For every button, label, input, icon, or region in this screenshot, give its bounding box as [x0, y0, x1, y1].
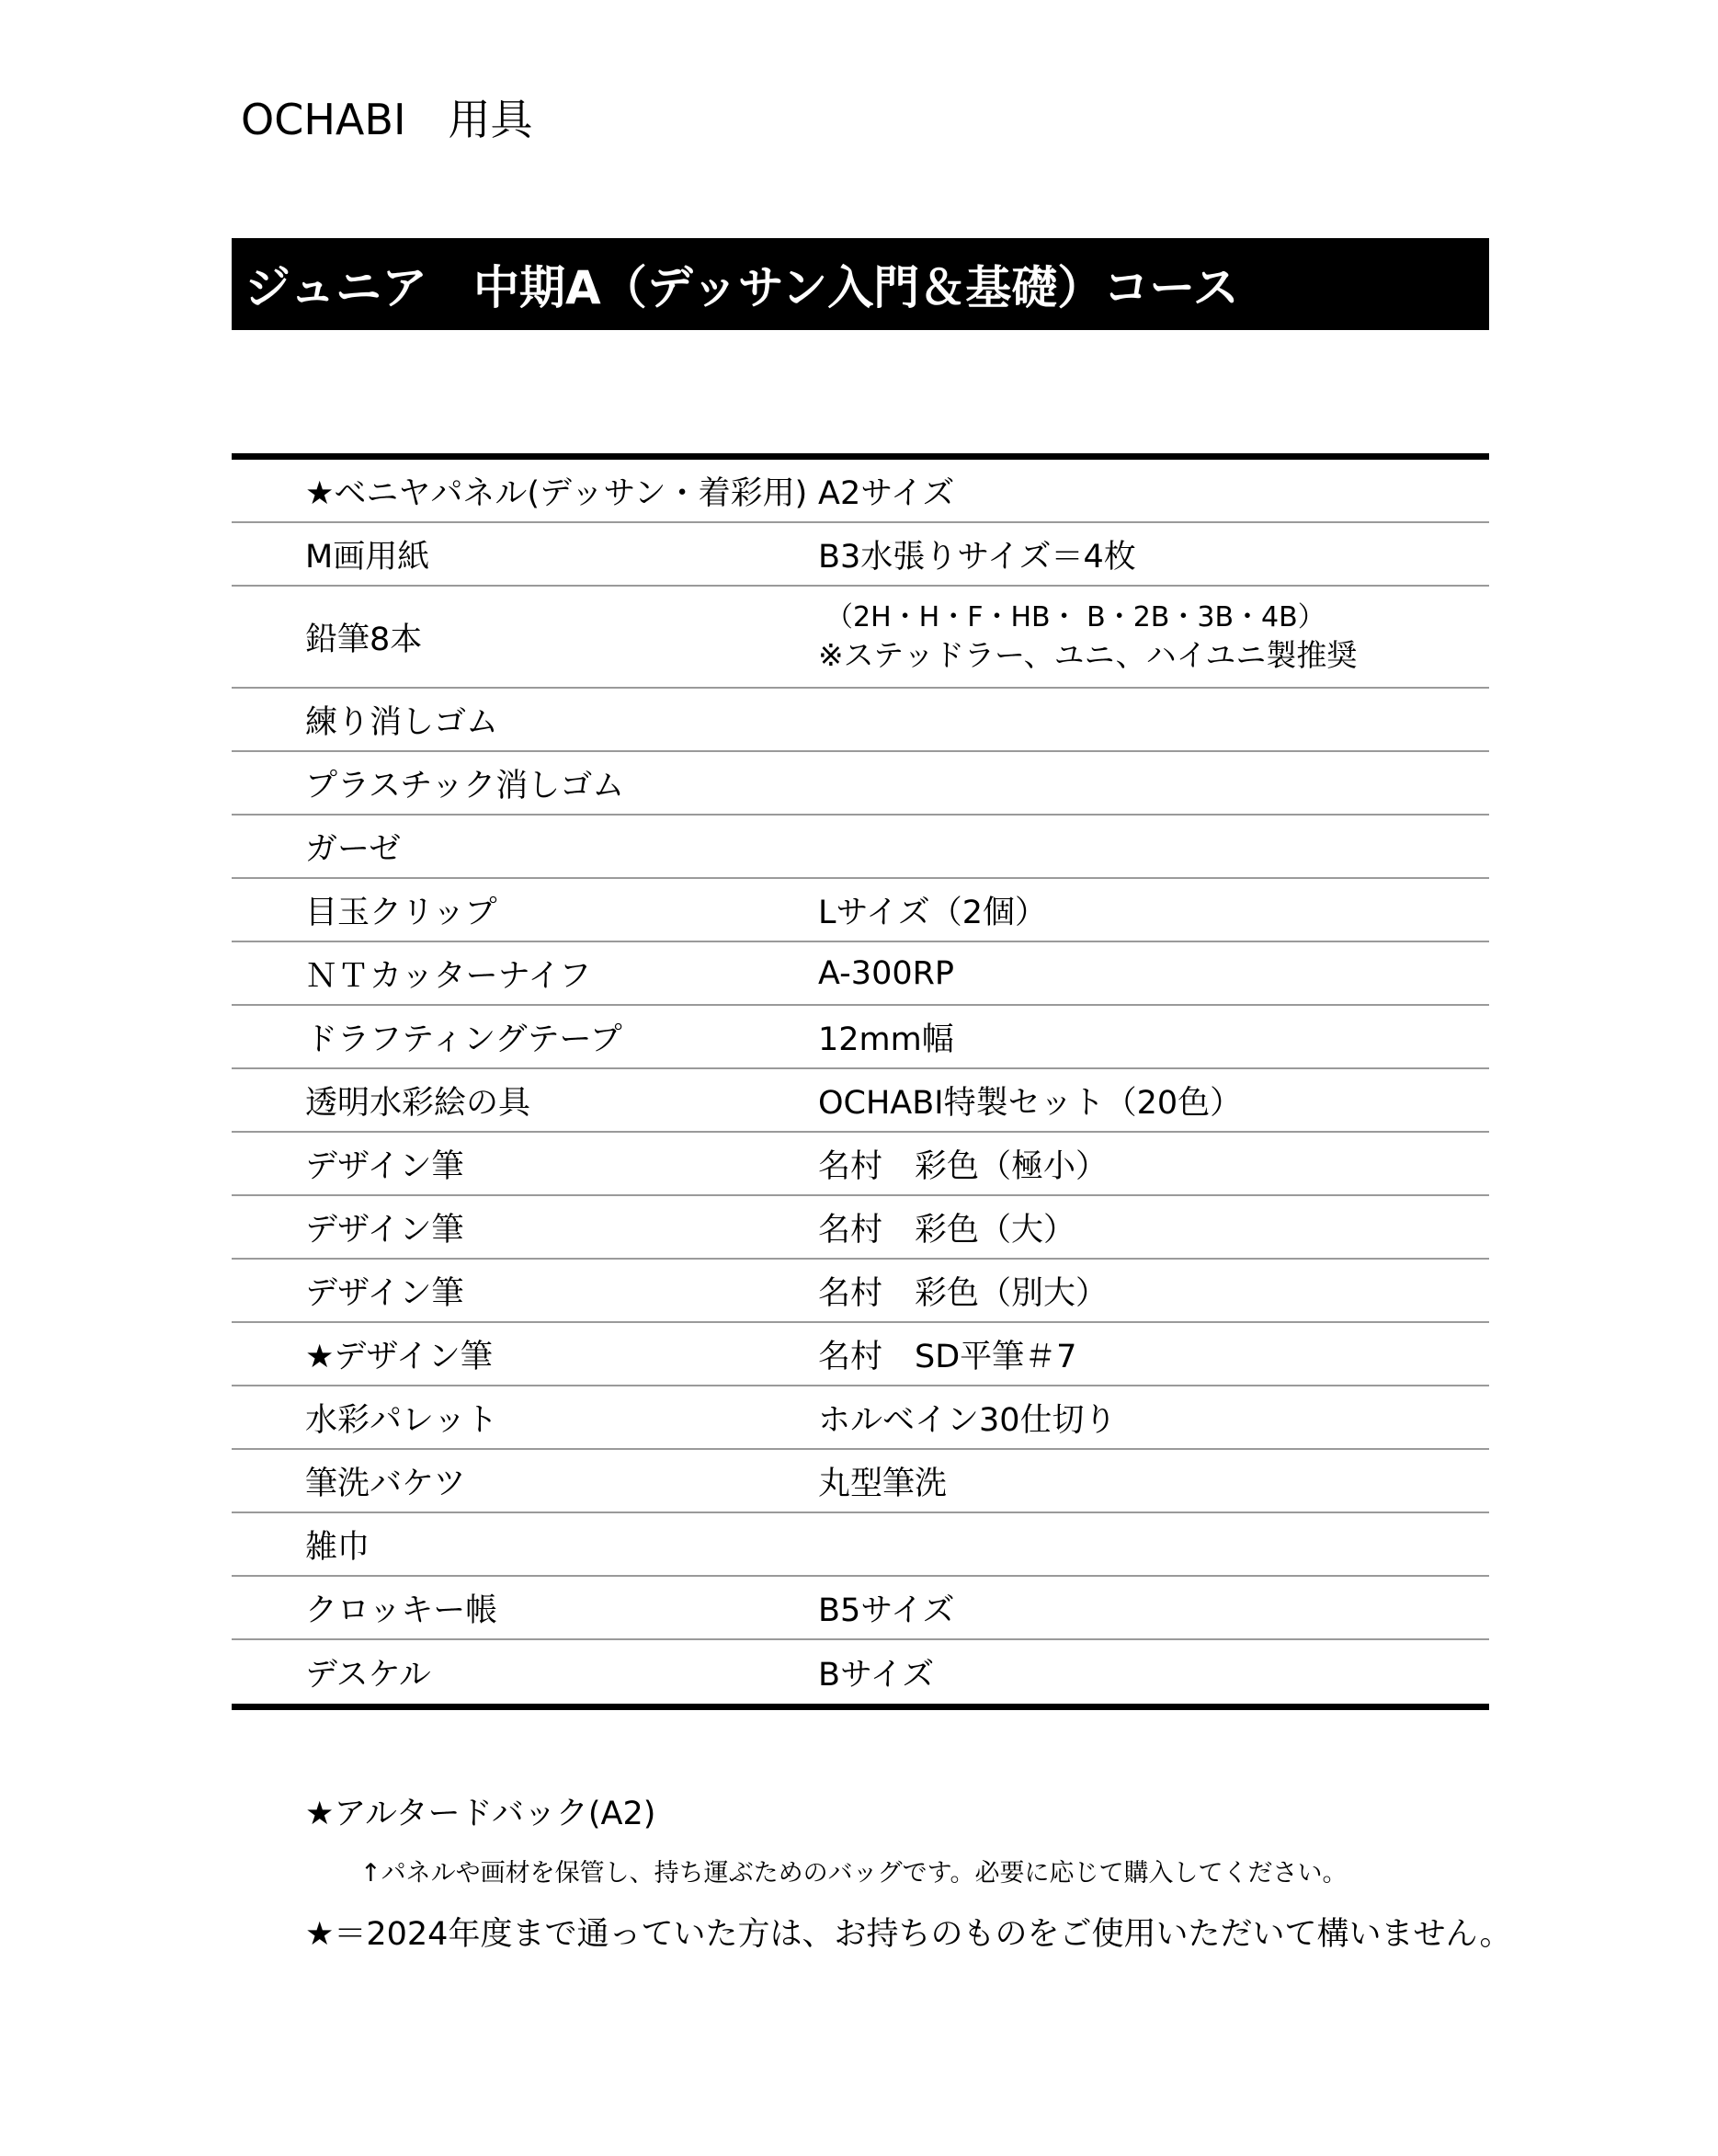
- item-name: クロッキー帳: [305, 1591, 498, 1629]
- table-row: [232, 1640, 1489, 1704]
- item-name: デザイン筆: [305, 1274, 464, 1312]
- item-name: ★デザイン筆: [305, 1338, 493, 1375]
- table-row: [232, 1386, 1489, 1450]
- item-spec: 12mm幅: [818, 1021, 954, 1058]
- table-row: [232, 1006, 1489, 1069]
- item-spec: B5サイズ: [818, 1591, 955, 1629]
- item-name: プラスチック消しゴム: [305, 767, 625, 804]
- table-row: [232, 879, 1489, 942]
- item-spec: [818, 599, 1489, 675]
- item-spec: 名村 彩色（極小）: [818, 1147, 1109, 1185]
- item-spec: OCHABI特製セット（20色）: [818, 1084, 1243, 1122]
- item-name: 筆洗バケツ: [305, 1465, 466, 1502]
- document-title: OCHABI 用具: [241, 95, 533, 144]
- item-spec: A-300RP: [818, 954, 955, 992]
- item-name: 練り消しゴム: [305, 703, 499, 741]
- table-row: [232, 1133, 1489, 1196]
- item-name: 目玉クリップ: [305, 894, 497, 931]
- table-row: [232, 816, 1489, 879]
- item-name: ＮＴカッターナイフ: [305, 957, 592, 995]
- table-row: [232, 752, 1489, 816]
- item-spec: Lサイズ（2個）: [818, 894, 1047, 931]
- table-row: [232, 1513, 1489, 1577]
- supply-table: [232, 453, 1489, 1710]
- item-spec: 名村 彩色（大）: [818, 1211, 1076, 1249]
- table-row: [232, 587, 1489, 689]
- item-name: ガーゼ: [305, 830, 402, 868]
- item-spec: 名村 彩色（別大）: [818, 1274, 1109, 1312]
- table-row: [232, 942, 1489, 1006]
- item-name: デザイン筆: [305, 1147, 464, 1185]
- item-name: ドラフティングテープ: [305, 1021, 622, 1058]
- item-name: 雑巾: [305, 1528, 370, 1566]
- item-name: 鉛筆8本: [305, 621, 423, 658]
- table-row: [232, 460, 1489, 523]
- optional-bag-note: ★アルタードバック(A2): [305, 1796, 656, 1832]
- table-row: [232, 1450, 1489, 1513]
- item-spec: 丸型筆洗: [818, 1465, 948, 1502]
- item-name: デスケル: [305, 1656, 431, 1694]
- course-title-banner: [232, 238, 1489, 330]
- item-spec: 名村 SD平筆＃7: [818, 1338, 1077, 1375]
- star-legend-note: ★＝2024年度まで通っていた方は、お持ちのものをご使用いただいて構いません。: [305, 1916, 1512, 1953]
- item-name: ★ベニヤパネル(デッサン・着彩用): [305, 474, 808, 512]
- table-row: [232, 1069, 1489, 1133]
- item-spec: B3水張りサイズ＝4枚: [818, 538, 1136, 576]
- table-row: [232, 1196, 1489, 1260]
- item-spec-note: ※ステッドラー、ユニ、ハイユニ製推奨: [818, 636, 1358, 673]
- item-spec: ホルベイン30仕切り: [818, 1401, 1117, 1439]
- item-spec-grades: （2H・H・F・HB・ B・2B・3B・4B）: [825, 600, 1325, 633]
- item-name: 水彩パレット: [305, 1401, 498, 1439]
- table-row: [232, 1577, 1489, 1640]
- table-row: [232, 1260, 1489, 1323]
- table-row: [232, 523, 1489, 587]
- item-name: デザイン筆: [305, 1211, 464, 1249]
- item-name: M画用紙: [305, 538, 430, 576]
- item-spec: A2サイズ: [818, 474, 955, 512]
- item-spec: Bサイズ: [818, 1656, 935, 1694]
- item-name: 透明水彩絵の具: [305, 1084, 531, 1122]
- optional-bag-description: ↑パネルや画材を保管し、持ち運ぶためのバッグです。必要に応じて購入してください。: [360, 1859, 1348, 1888]
- course-title: ジュニア 中期A（デッサン入門＆基礎）コース: [245, 261, 1239, 314]
- table-row: [232, 1323, 1489, 1386]
- table-row: [232, 689, 1489, 752]
